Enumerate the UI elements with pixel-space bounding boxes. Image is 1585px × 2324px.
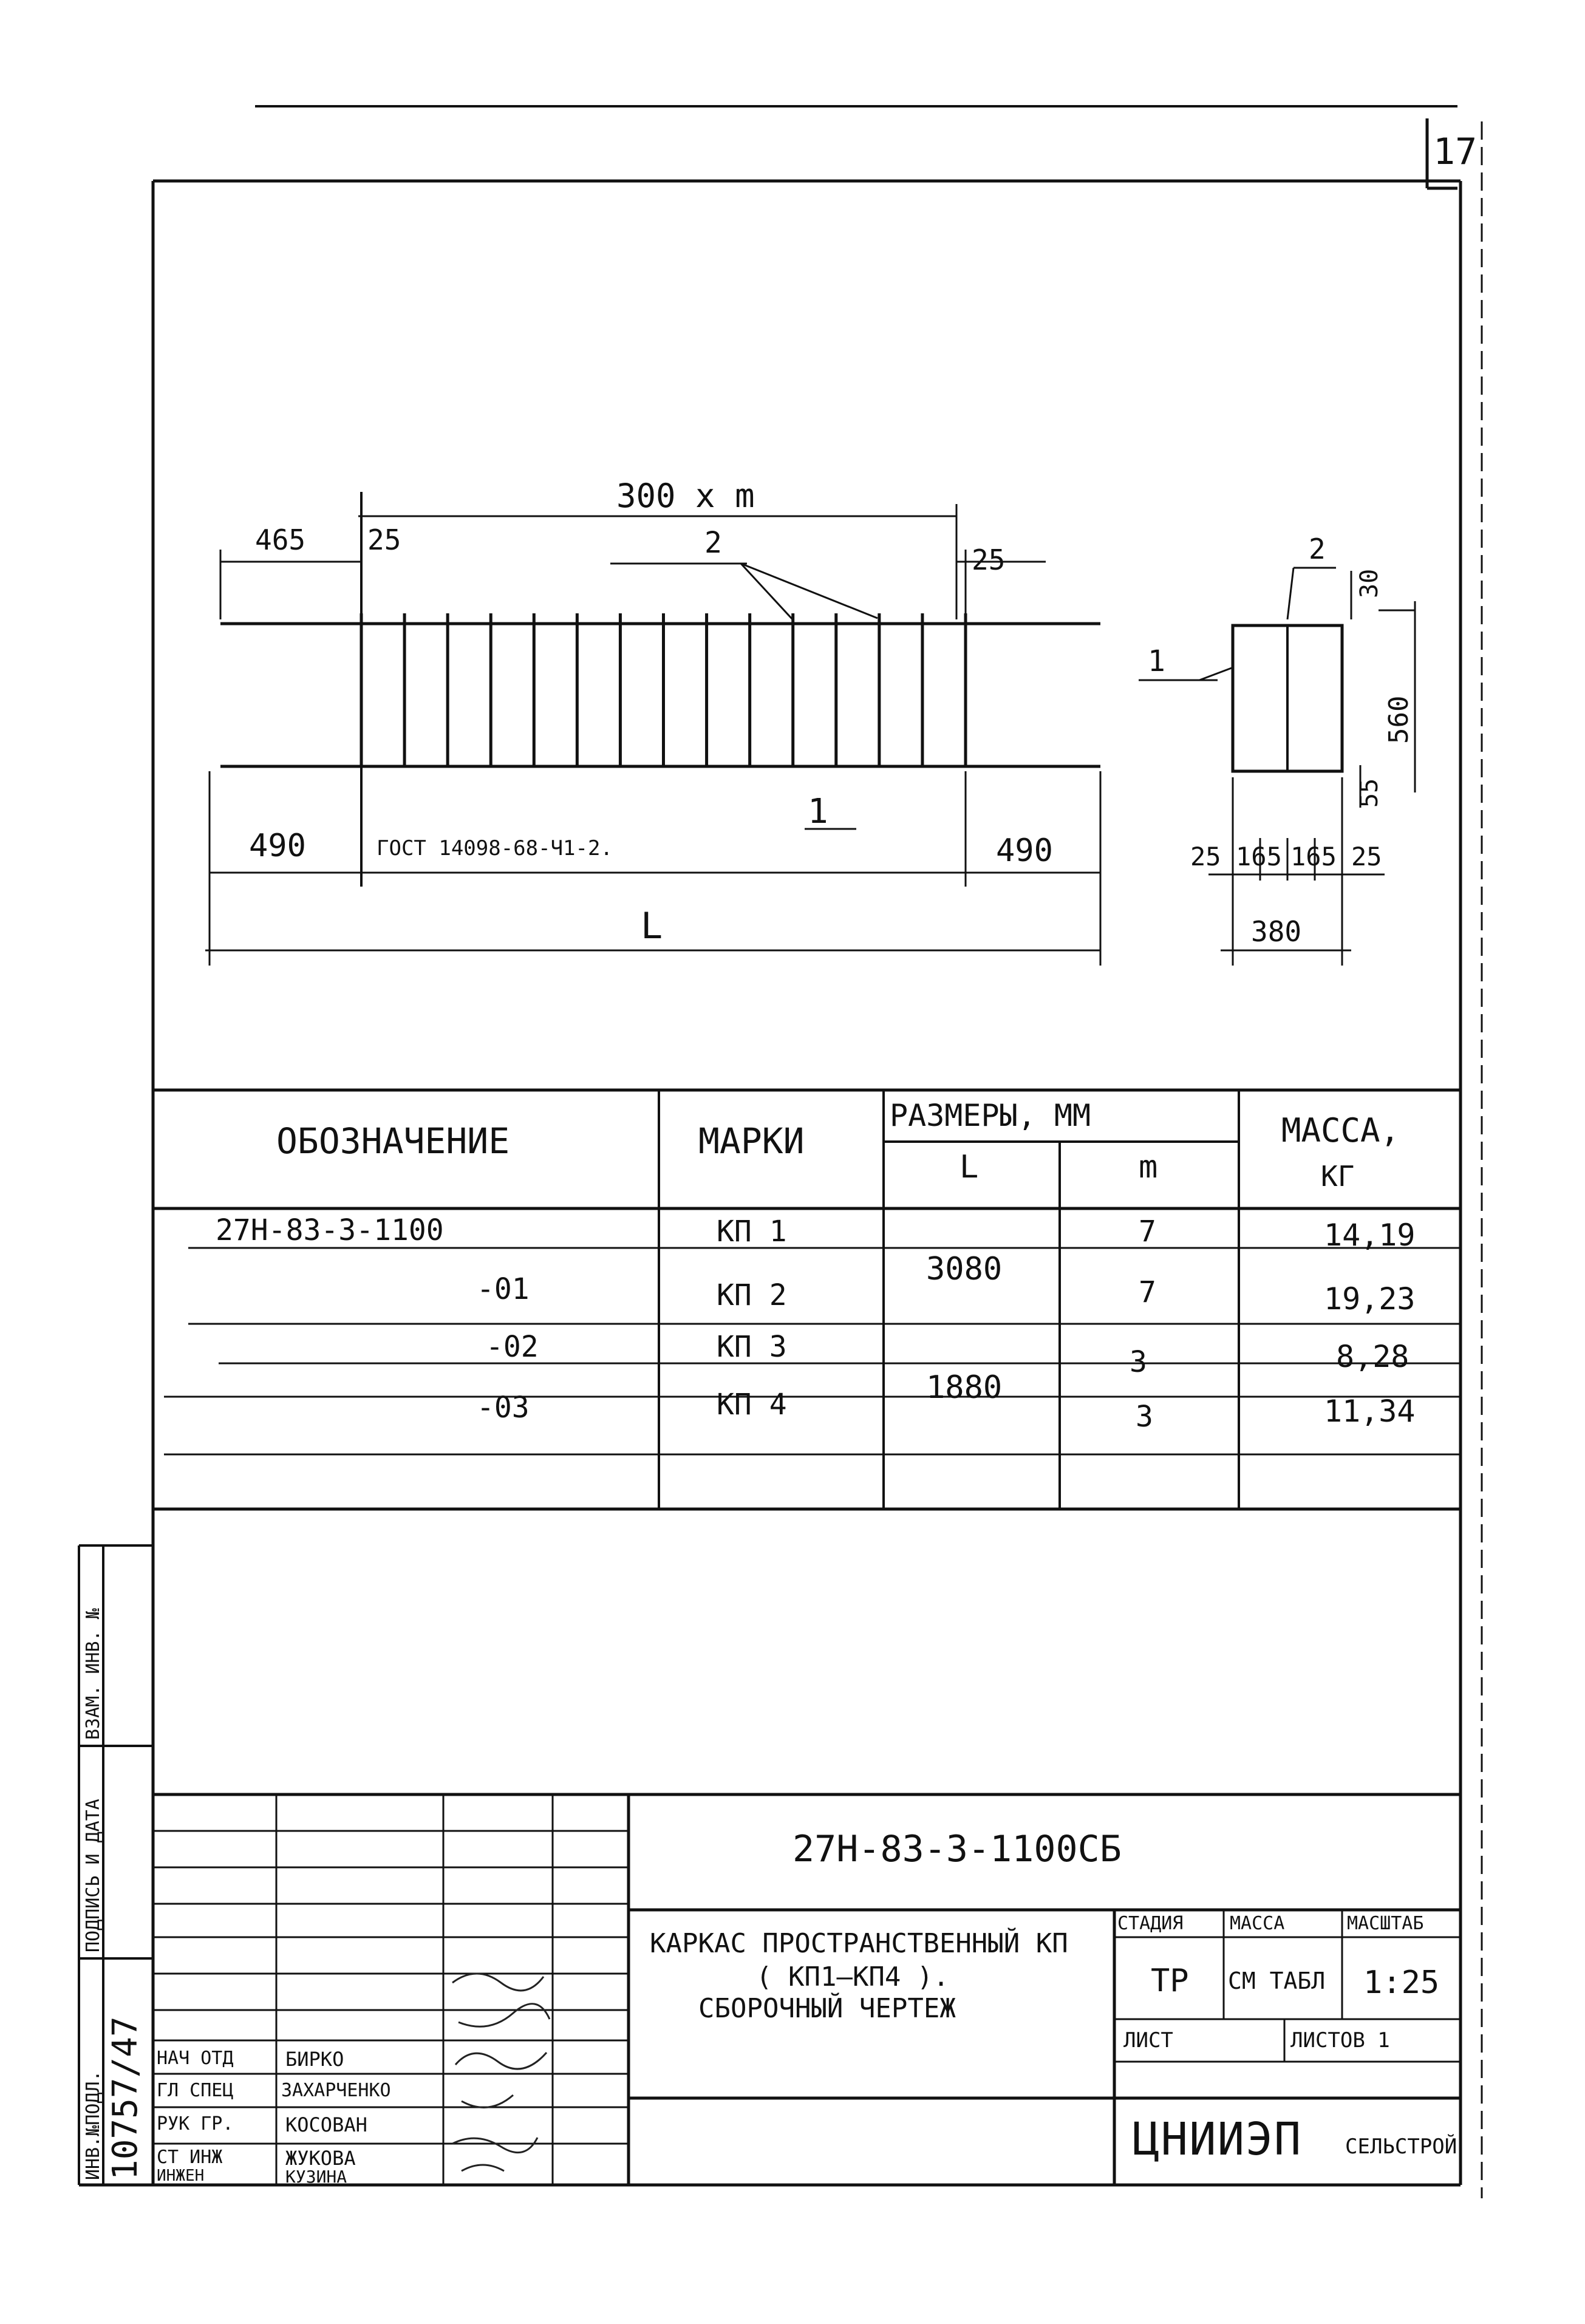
row1-m: 7 [1139,1215,1156,1249]
header-marks: МАРКИ [698,1120,805,1162]
title-line-1: КАРКАС ПРОСТРАНСТВЕННЫЙ КП [650,1928,1068,1959]
header-L: L [960,1149,979,1185]
row2-m: 7 [1139,1275,1156,1309]
callout-2-elevation: 2 [704,526,722,560]
sig-name-4: ЖУКОВА [285,2147,356,2170]
cross-section-view [1139,568,1415,966]
drawing-code: 27Н-83-3-1100СБ [792,1828,1122,1870]
dim-25-left-label: 25 [367,523,401,556]
header-designation: ОБОЗНАЧЕНИЕ [276,1120,510,1162]
stamp-inv-number: 10757/47 [106,2016,145,2180]
sheets-label: ЛИСТОВ 1 [1290,2028,1390,2053]
header-mass-unit: КГ [1321,1160,1355,1193]
header-sizes: РАЗМЕРЫ, ММ [890,1098,1091,1133]
stage-value: ТР [1151,1963,1189,1999]
row4-designation: -03 [477,1391,530,1425]
dim-25-right-label: 25 [972,544,1006,576]
callout-1-elevation: 1 [808,792,828,831]
header-m: m [1139,1149,1158,1185]
row2-mark: КП 2 [717,1278,787,1312]
L-group-1: 3080 [926,1251,1003,1287]
sig-name-2: ЗАХАРЧЕНКО [281,2080,391,2101]
sheet-number: 17 [1433,131,1478,173]
sig-name-5: КУЗИНА [285,2167,347,2187]
sig-role-4: СТ ИНЖ [157,2147,223,2168]
sig-name-1: БИРКО [285,2048,344,2071]
mass-value: СМ ТАБЛ [1228,1968,1326,1994]
dim-165a-label: 165 [1236,842,1282,871]
sig-role-2: ГЛ СПЕЦ [157,2080,234,2101]
L-group-2: 1880 [926,1369,1003,1406]
row4-mark: КП 4 [717,1388,787,1422]
dim-30-label: 30 [1355,568,1383,598]
scale-value: 1:25 [1363,1964,1440,2001]
stamp-vzam-label: ВЗАМ. ИНВ. № [83,1608,104,1740]
stamp-sign-date-label: ПОДПИСЬ И ДАТА [83,1799,104,1952]
row4-mass: 11,34 [1324,1394,1416,1429]
row1-designation: 27Н-83-3-1100 [216,1213,444,1247]
dim-spacing-label: 300 x m [616,477,755,515]
stage-label: СТАДИЯ [1117,1913,1184,1934]
callout-2-section: 2 [1309,533,1326,565]
row3-mark: КП 3 [717,1330,787,1364]
org-logo-main: ЦНИИЭП [1133,2113,1303,2166]
sig-role-1: НАЧ ОТД [157,2048,234,2069]
stamp-inv-label: ИНВ.№ПОДЛ. [83,2070,104,2180]
scale-label: МАСШТАБ [1347,1913,1424,1934]
transverse-rods [361,613,966,766]
row3-mass: 8,28 [1336,1339,1409,1374]
dim-465-label: 465 [255,523,306,556]
row1-mark: КП 1 [717,1215,787,1249]
sig-role-5: ИНЖЕН [157,2167,205,2185]
row4-m: 3 [1136,1400,1153,1434]
dim-55-label: 55 [1355,778,1383,808]
dim-L-label: L [641,905,663,947]
row2-mass: 19,23 [1324,1281,1416,1317]
dim-25b-label: 25 [1351,842,1382,871]
gost-note: ГОСТ 14098-68-Ч1-2. [377,836,613,860]
mass-label: МАССА [1230,1913,1285,1934]
dim-165b-label: 165 [1290,842,1337,871]
sig-role-3: РУК ГР. [157,2113,234,2135]
dim-560-label: 560 [1383,695,1414,744]
sig-name-3: КОСОВАН [285,2113,367,2136]
row2-designation: -01 [477,1272,530,1306]
title-line-2: ( КП1—КП4 ). [756,1961,949,1992]
org-logo-sub: СЕЛЬСТРОЙ [1345,2135,1457,2159]
elevation-view [205,492,1100,966]
dim-490-left-label: 490 [249,828,306,864]
row1-mass: 14,19 [1324,1218,1416,1253]
row3-designation: -02 [486,1330,539,1364]
sheet-label: ЛИСТ [1123,2028,1173,2053]
dim-380-label: 380 [1251,915,1302,948]
title-line-3: СБОРОЧНЫЙ ЧЕРТЕЖ [698,1993,956,2024]
dim-25a-label: 25 [1190,842,1221,871]
row3-m: 3 [1130,1345,1147,1379]
dim-490-right-label: 490 [996,833,1053,869]
callout-1-section: 1 [1148,644,1165,678]
header-mass: МАССА, [1281,1111,1400,1150]
